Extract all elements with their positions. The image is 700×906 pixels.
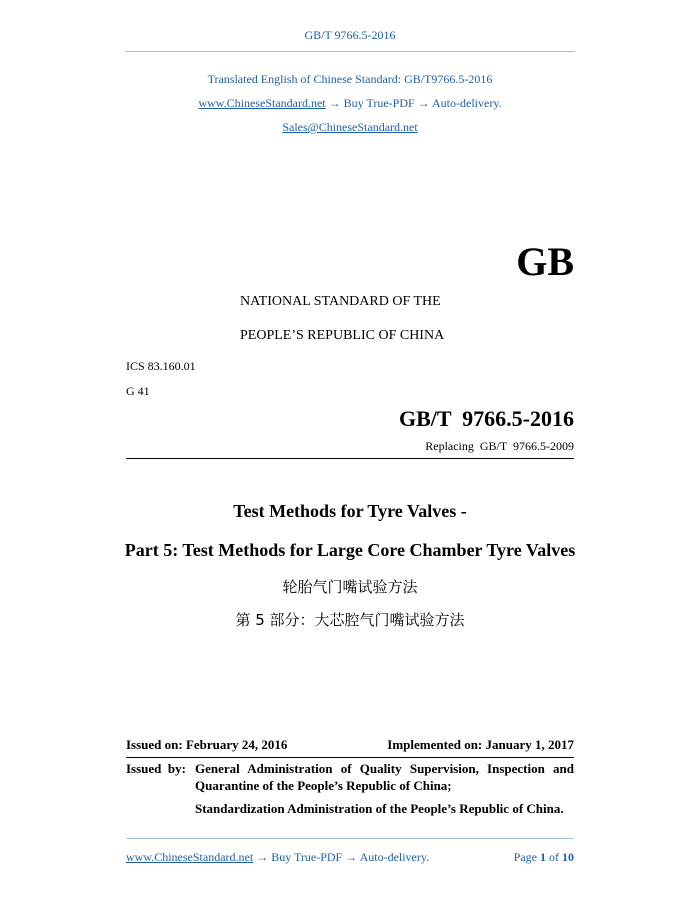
page-total: 10: [562, 850, 574, 864]
implemented-on-date: Implemented on: January 1, 2017: [387, 737, 574, 752]
email-link[interactable]: Sales@ChineseStandard.net: [282, 120, 418, 134]
national-standard-line-2: PEOPLE’S REPUBLIC OF CHINA: [240, 328, 445, 343]
title-chinese-line-1: 轮胎气门嘴试验方法: [282, 578, 418, 596]
website-link[interactable]: www.ChineseStandard.net: [198, 96, 326, 110]
promo-purchase-line: [0, 96, 700, 111]
issued-on-date: Issued on: February 24, 2016: [126, 737, 288, 752]
replacing-note: Replacing GB/T 9766.5-2009: [425, 439, 574, 453]
header-divider: [125, 51, 575, 52]
gb-logo: GB: [516, 239, 574, 284]
footer-website-link[interactable]: www.ChineseStandard.net: [126, 850, 254, 864]
running-header: GB/T 9766.5-2016: [304, 28, 396, 42]
issued-by-label: Issued by:: [126, 761, 186, 776]
promo-purchase-text: → Buy True-PDF → Auto-delivery.: [325, 96, 502, 110]
title-english-line-2: Part 5: Test Methods for Large Core Chamber Tyre Valves: [124, 540, 576, 560]
title-divider: [126, 458, 574, 459]
footer-purchase-text: → Buy True-PDF → Auto-delivery.: [253, 850, 430, 864]
classification-code: G 41: [126, 384, 150, 398]
promo-email-line: [0, 120, 700, 135]
page-of: of: [546, 850, 562, 864]
national-standard-line-1: NATIONAL STANDARD OF THE: [240, 294, 441, 309]
standard-number: GB/T 9766.5-2016: [398, 406, 574, 431]
page-current: 1: [540, 850, 546, 864]
page-number: [514, 850, 574, 865]
issued-by-line-1: General Administration of Quality Supervision, Inspection and: [195, 761, 574, 776]
footer-purchase-line: [126, 850, 429, 865]
page-prefix: Page: [513, 850, 540, 864]
issued-divider: [126, 757, 574, 758]
title-english-line-1: Test Methods for Tyre Valves -: [233, 501, 467, 521]
issued-by-line-3: Standardization Administration of the People’s Republic of China.: [195, 801, 564, 816]
title-chinese-line-2: 第 5 部分：大芯腔气门嘴试验方法: [235, 611, 465, 629]
footer-divider: [126, 838, 574, 839]
ics-code: ICS 83.160.01: [126, 359, 196, 373]
promo-translation-line: Translated English of Chinese Standard: GB/T9766.5-2016: [207, 72, 493, 86]
issued-by-line-2: Quarantine of the People’s Republic of China;: [195, 778, 452, 793]
